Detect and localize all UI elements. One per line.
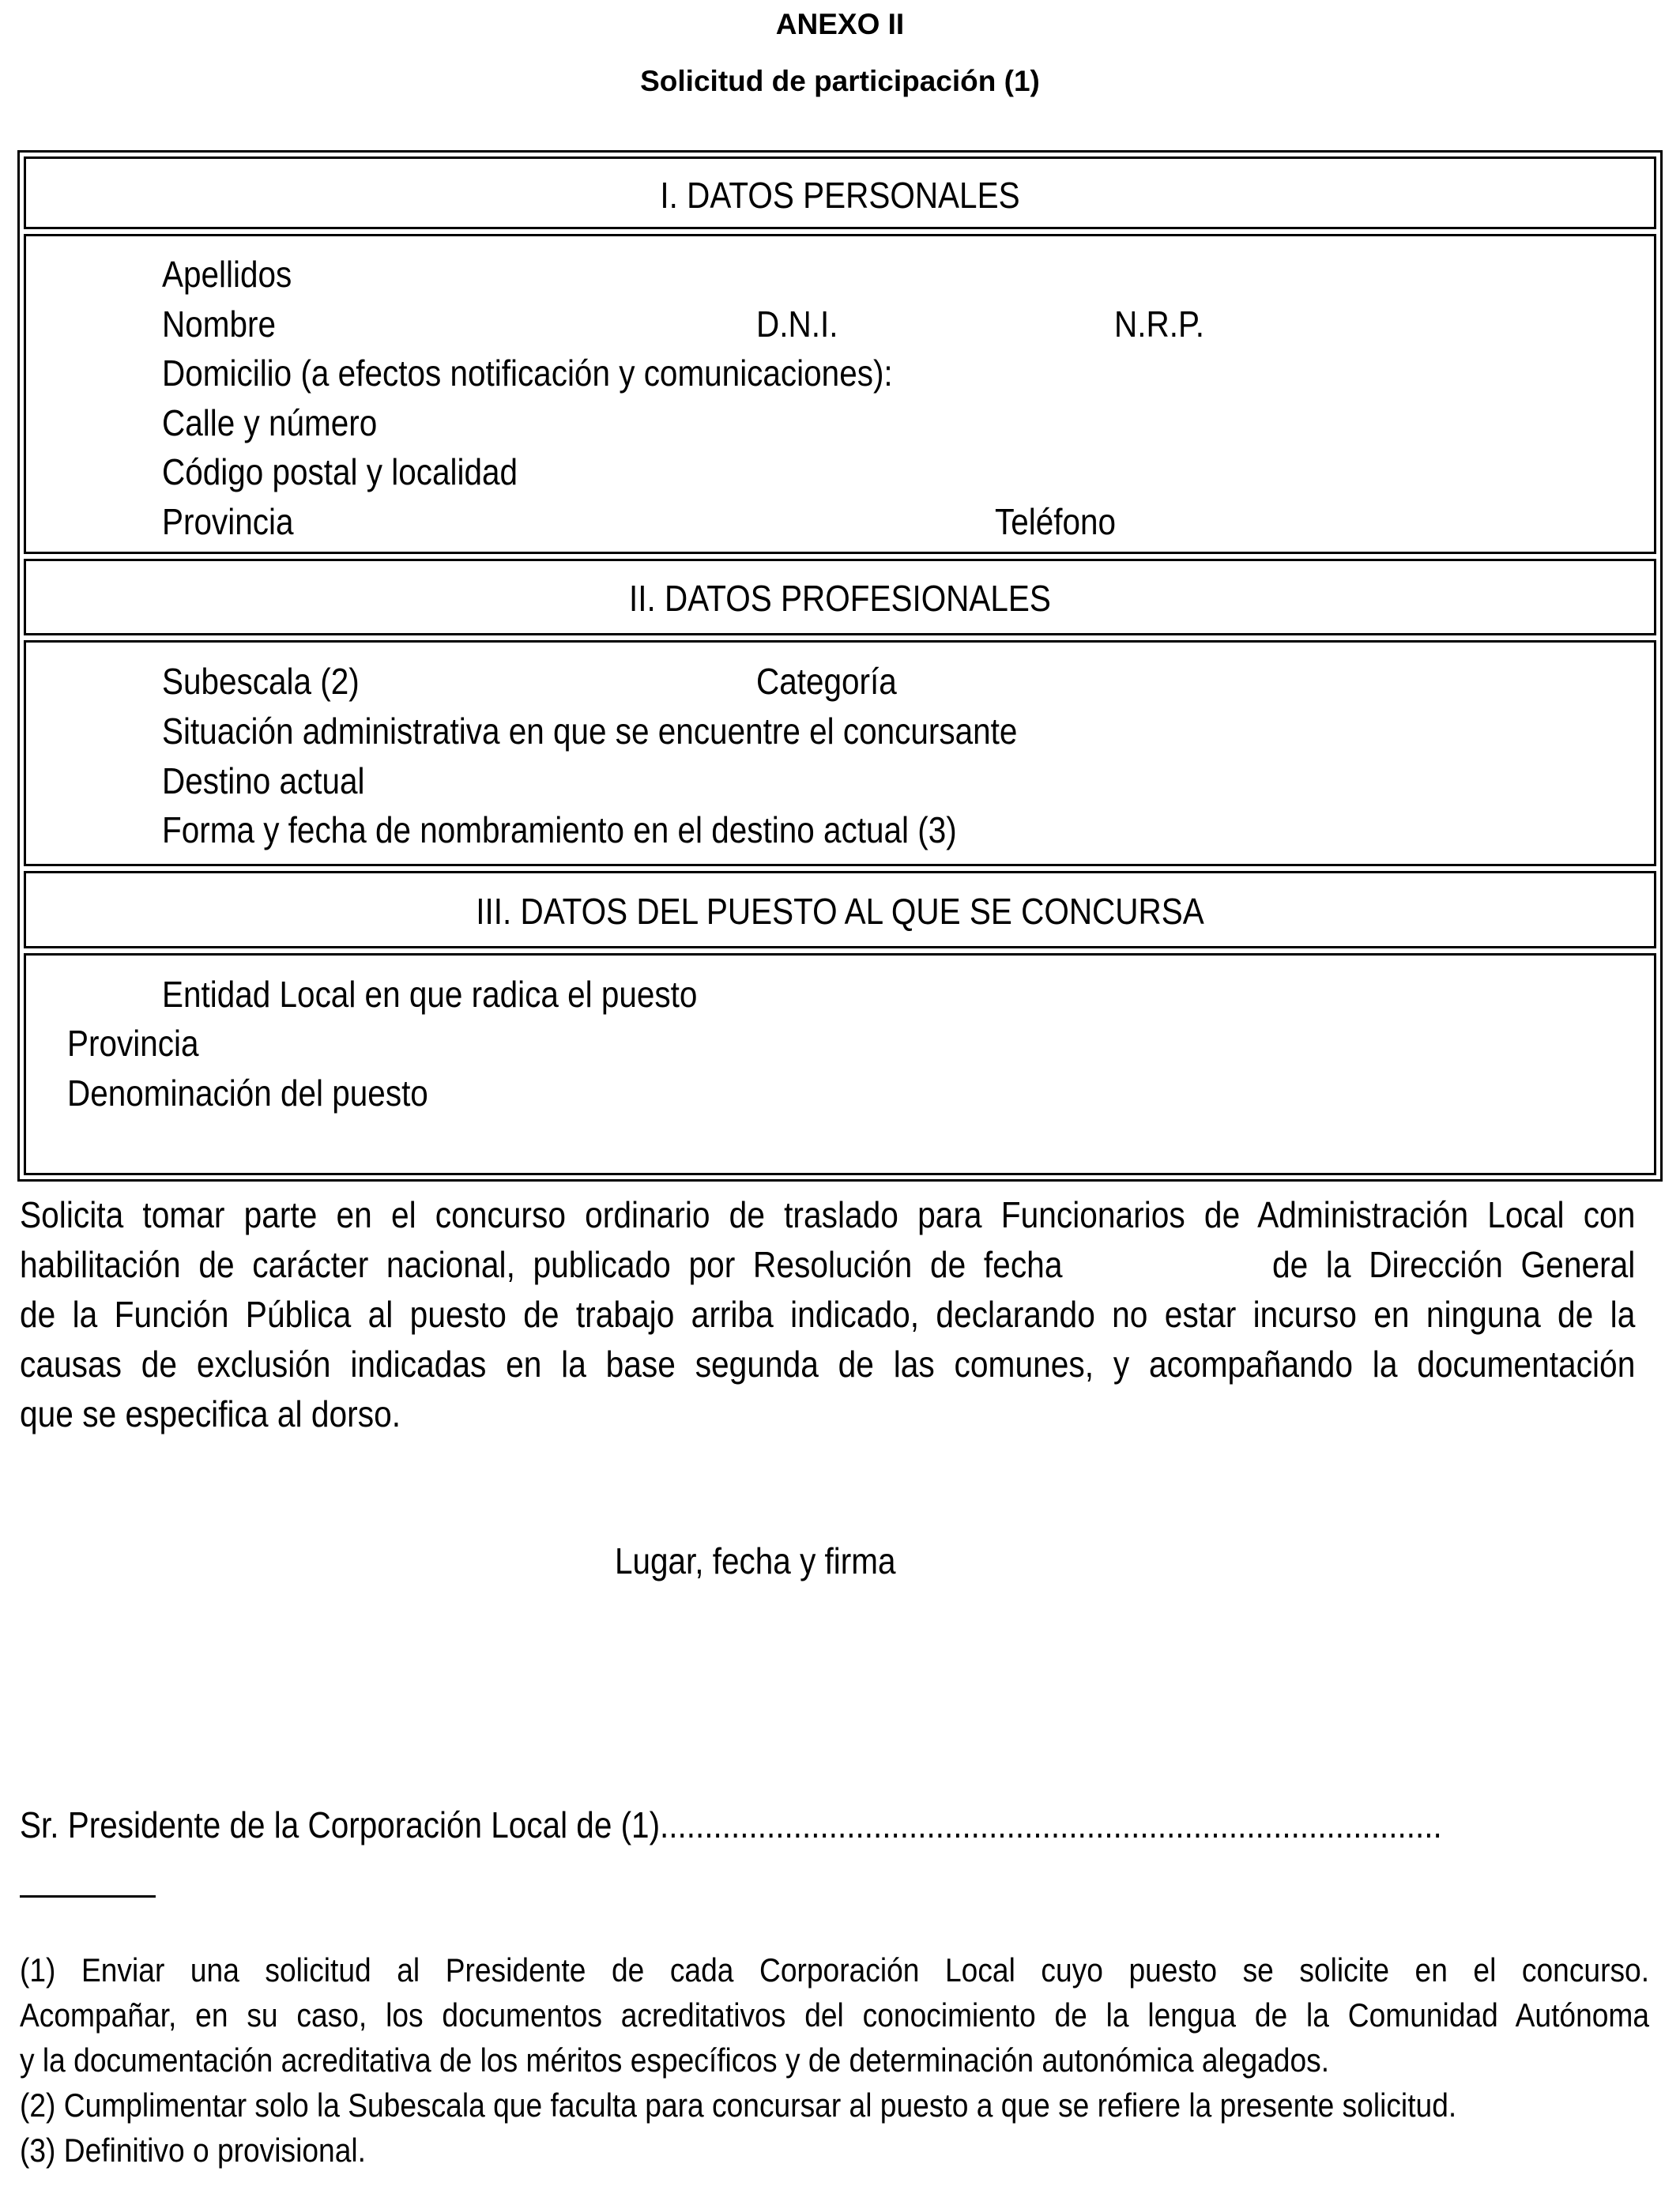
label-dni: D.N.I. <box>756 303 838 345</box>
footnote-1-line: y la documentación acreditativa de los méritos específicos y de determinación autonómica alegados. <box>20 2041 1330 2079</box>
form-frame <box>17 150 1663 1182</box>
label-codigo-postal: Código postal y localidad <box>162 451 518 492</box>
label-destino: Destino actual <box>162 760 365 801</box>
label-subescala: Subescala (2) <box>162 661 360 702</box>
paragraph-fragment: habilitación de carácter nacional, publicado por Resolución de fecha <box>20 1244 1063 1285</box>
label-entidad-local: Entidad Local en que radica el puesto <box>162 974 698 1015</box>
label-calle: Calle y número <box>162 402 378 443</box>
section-2-header <box>24 559 1656 635</box>
label-provincia-puesto: Provincia <box>67 1023 199 1064</box>
label-domicilio: Domicilio (a efectos notificación y comunicaciones): <box>162 352 893 394</box>
section-1-title: I. DATOS PERSONALES <box>660 175 1020 216</box>
label-nrp: N.R.P. <box>1114 303 1205 345</box>
paragraph-line: causas de exclusión indicadas en la base segunda de las comunes, y acompañando la documentación <box>20 1344 1636 1385</box>
annex-title: ANEXO II <box>775 8 905 40</box>
footnote-separator <box>20 1895 156 1898</box>
addressee-line: Sr. Presidente de la Corporación Local de (1)........................................................................................ <box>20 1804 1442 1845</box>
form-subtitle: Solicitud de participación (1) <box>640 65 1040 97</box>
section-3-body <box>24 953 1656 1175</box>
label-telefono: Teléfono <box>995 501 1117 542</box>
label-categoria: Categoría <box>756 661 897 702</box>
label-provincia: Provincia <box>162 501 294 542</box>
section-2-title: II. DATOS PROFESIONALES <box>629 578 1051 619</box>
section-3-header <box>24 871 1656 948</box>
footnote-1-line: (1) Enviar una solicitud al Presidente de cada Corporación Local cuyo puesto se solicite en el concurso. <box>20 1951 1650 1989</box>
label-nombre: Nombre <box>162 303 276 345</box>
section-1-header <box>24 156 1656 229</box>
footnote-3: (3) Definitivo o provisional. <box>20 2132 366 2169</box>
paragraph-line: de la Función Pública al puesto de trabajo arriba indicado, declarando no estar incurso en ninguna de la <box>20 1294 1636 1335</box>
label-situacion: Situación administrativa en que se encuentre el concursante <box>162 711 1018 752</box>
request-paragraph <box>20 1190 1634 1439</box>
section-2-body <box>24 640 1656 866</box>
label-apellidos: Apellidos <box>162 254 292 295</box>
section-1-body <box>24 234 1656 554</box>
section-3-title: III. DATOS DEL PUESTO AL QUE SE CONCURSA <box>476 891 1204 932</box>
paragraph-fragment: de la Dirección General <box>1271 1244 1636 1285</box>
signature-label: Lugar, fecha y firma <box>615 1540 896 1581</box>
paragraph-line: Solicita tomar parte en el concurso ordinario de traslado para Funcionarios de Administración Local con <box>20 1194 1636 1235</box>
footnote-2: (2) Cumplimentar solo la Subescala que faculta para concursar al puesto a que se refiere la presente solicitud. <box>20 2087 1457 2124</box>
label-denominacion: Denominación del puesto <box>67 1072 428 1114</box>
label-forma-fecha: Forma y fecha de nombramiento en el destino actual (3) <box>162 809 957 850</box>
footnote-1-line: Acompañar, en su caso, los documentos acreditativos del conocimiento de la lengua de la Comunidad Autónoma <box>20 1996 1650 2034</box>
paragraph-line <box>20 1240 1635 1290</box>
footnotes <box>20 1947 1650 2173</box>
paragraph-line: que se especifica al dorso. <box>20 1393 401 1434</box>
